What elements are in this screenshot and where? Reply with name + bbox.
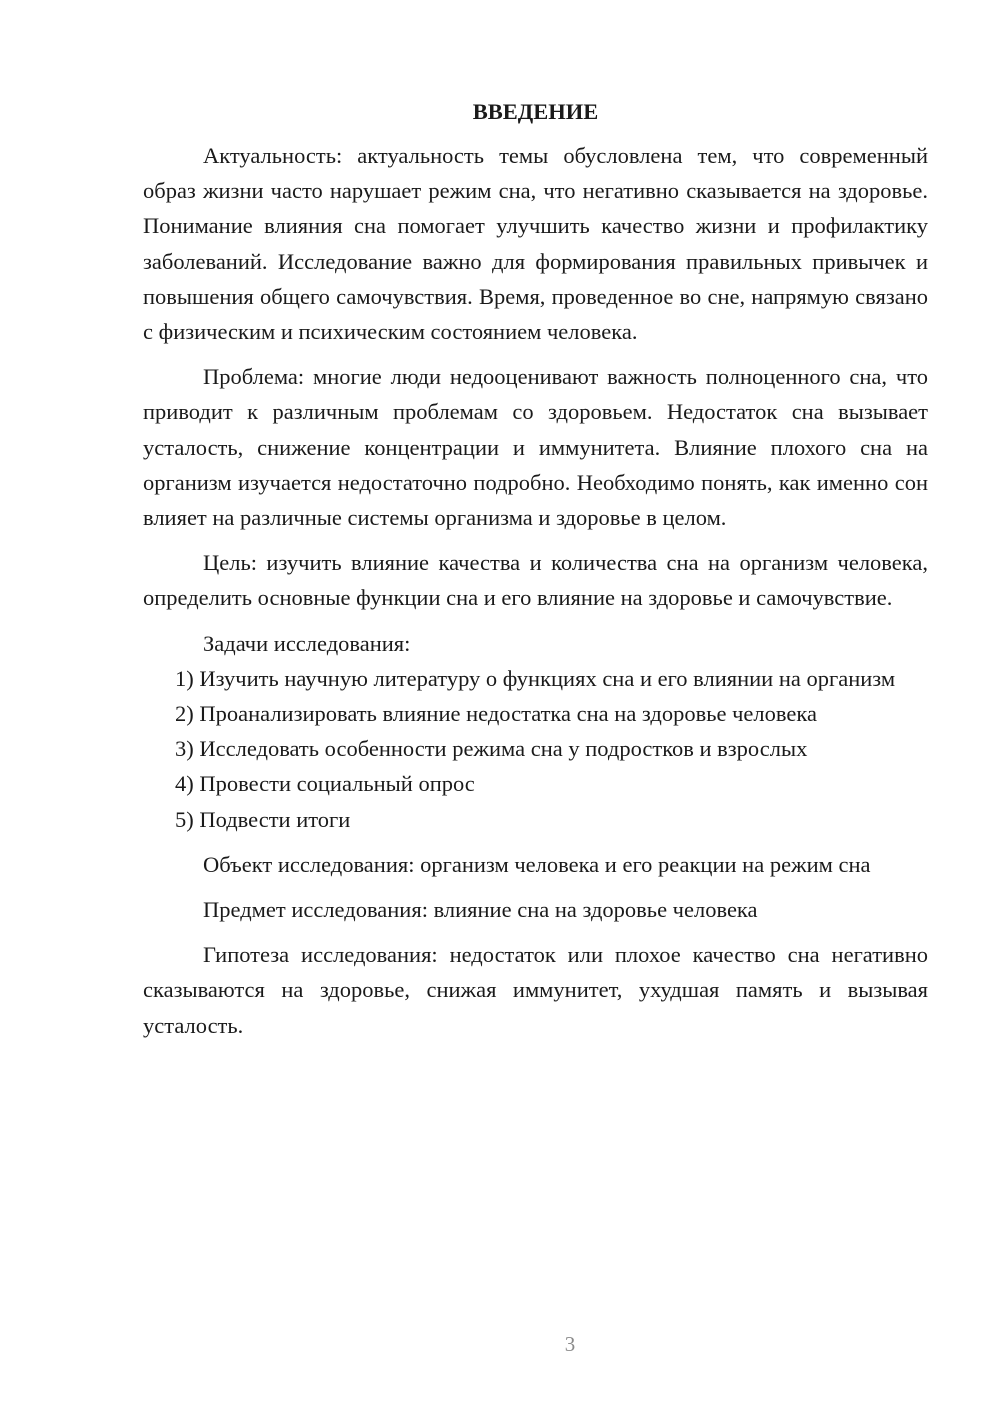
subject-paragraph: Предмет исследования: влияние сна на здоровье человека xyxy=(203,897,758,923)
task-item-5: 5) Подвести итоги xyxy=(175,806,351,832)
page-title: ВВЕДЕНИЕ xyxy=(472,99,599,124)
page-number: 3 xyxy=(564,1332,576,1356)
hypothesis-paragraph: Гипотеза исследования: недостаток или плохое качество сна негативно сказываются на здоровье, снижая иммунитет, ухудшая память и вызывая усталость. xyxy=(143,942,928,1038)
task-item-3: 3) Исследовать особенности режима сна у подростков и взрослых xyxy=(175,736,808,762)
task-item-1: 1) Изучить научную литературу о функциях сна и его влиянии на организм xyxy=(175,665,896,691)
tasks-heading: Задачи исследования: xyxy=(203,630,411,656)
object-paragraph: Объект исследования: организм человека и его реакции на режим сна xyxy=(203,851,871,877)
problem-paragraph: Проблема: многие люди недооценивают важность полноценного сна, что приводит к различным проблемам со здоровьем. Недостаток сна вызывает усталость, снижение концентрации и иммунитета. Влияние плохого сна на организм изучается недостаточно подробно. Необходимо понять, как именно сон влияет на различные системы организма и здоровье в целом. xyxy=(143,364,928,531)
task-item-2: 2) Проанализировать влияние недостатка сна на здоровье человека xyxy=(175,701,817,727)
task-item-4: 4) Провести социальный опрос xyxy=(175,771,475,797)
relevance-paragraph: Актуальность: актуальность темы обусловлена тем, что современный образ жизни часто нарушает режим сна, что негативно сказывается на здоровье. Понимание влияния сна помогает улучшить качество жизни и профилактику заболеваний. Исследование важно для формирования правильных привычек и повышения общего самочувствия. Время, проведенное во сне, напрямую связано с физическим и психическим состоянием человека. xyxy=(143,143,928,345)
document-page xyxy=(143,94,928,1043)
goal-paragraph: Цель: изучить влияние качества и количества сна на организм человека, определить основные функции сна и его влияние на здоровье и самочувствие. xyxy=(143,550,928,611)
